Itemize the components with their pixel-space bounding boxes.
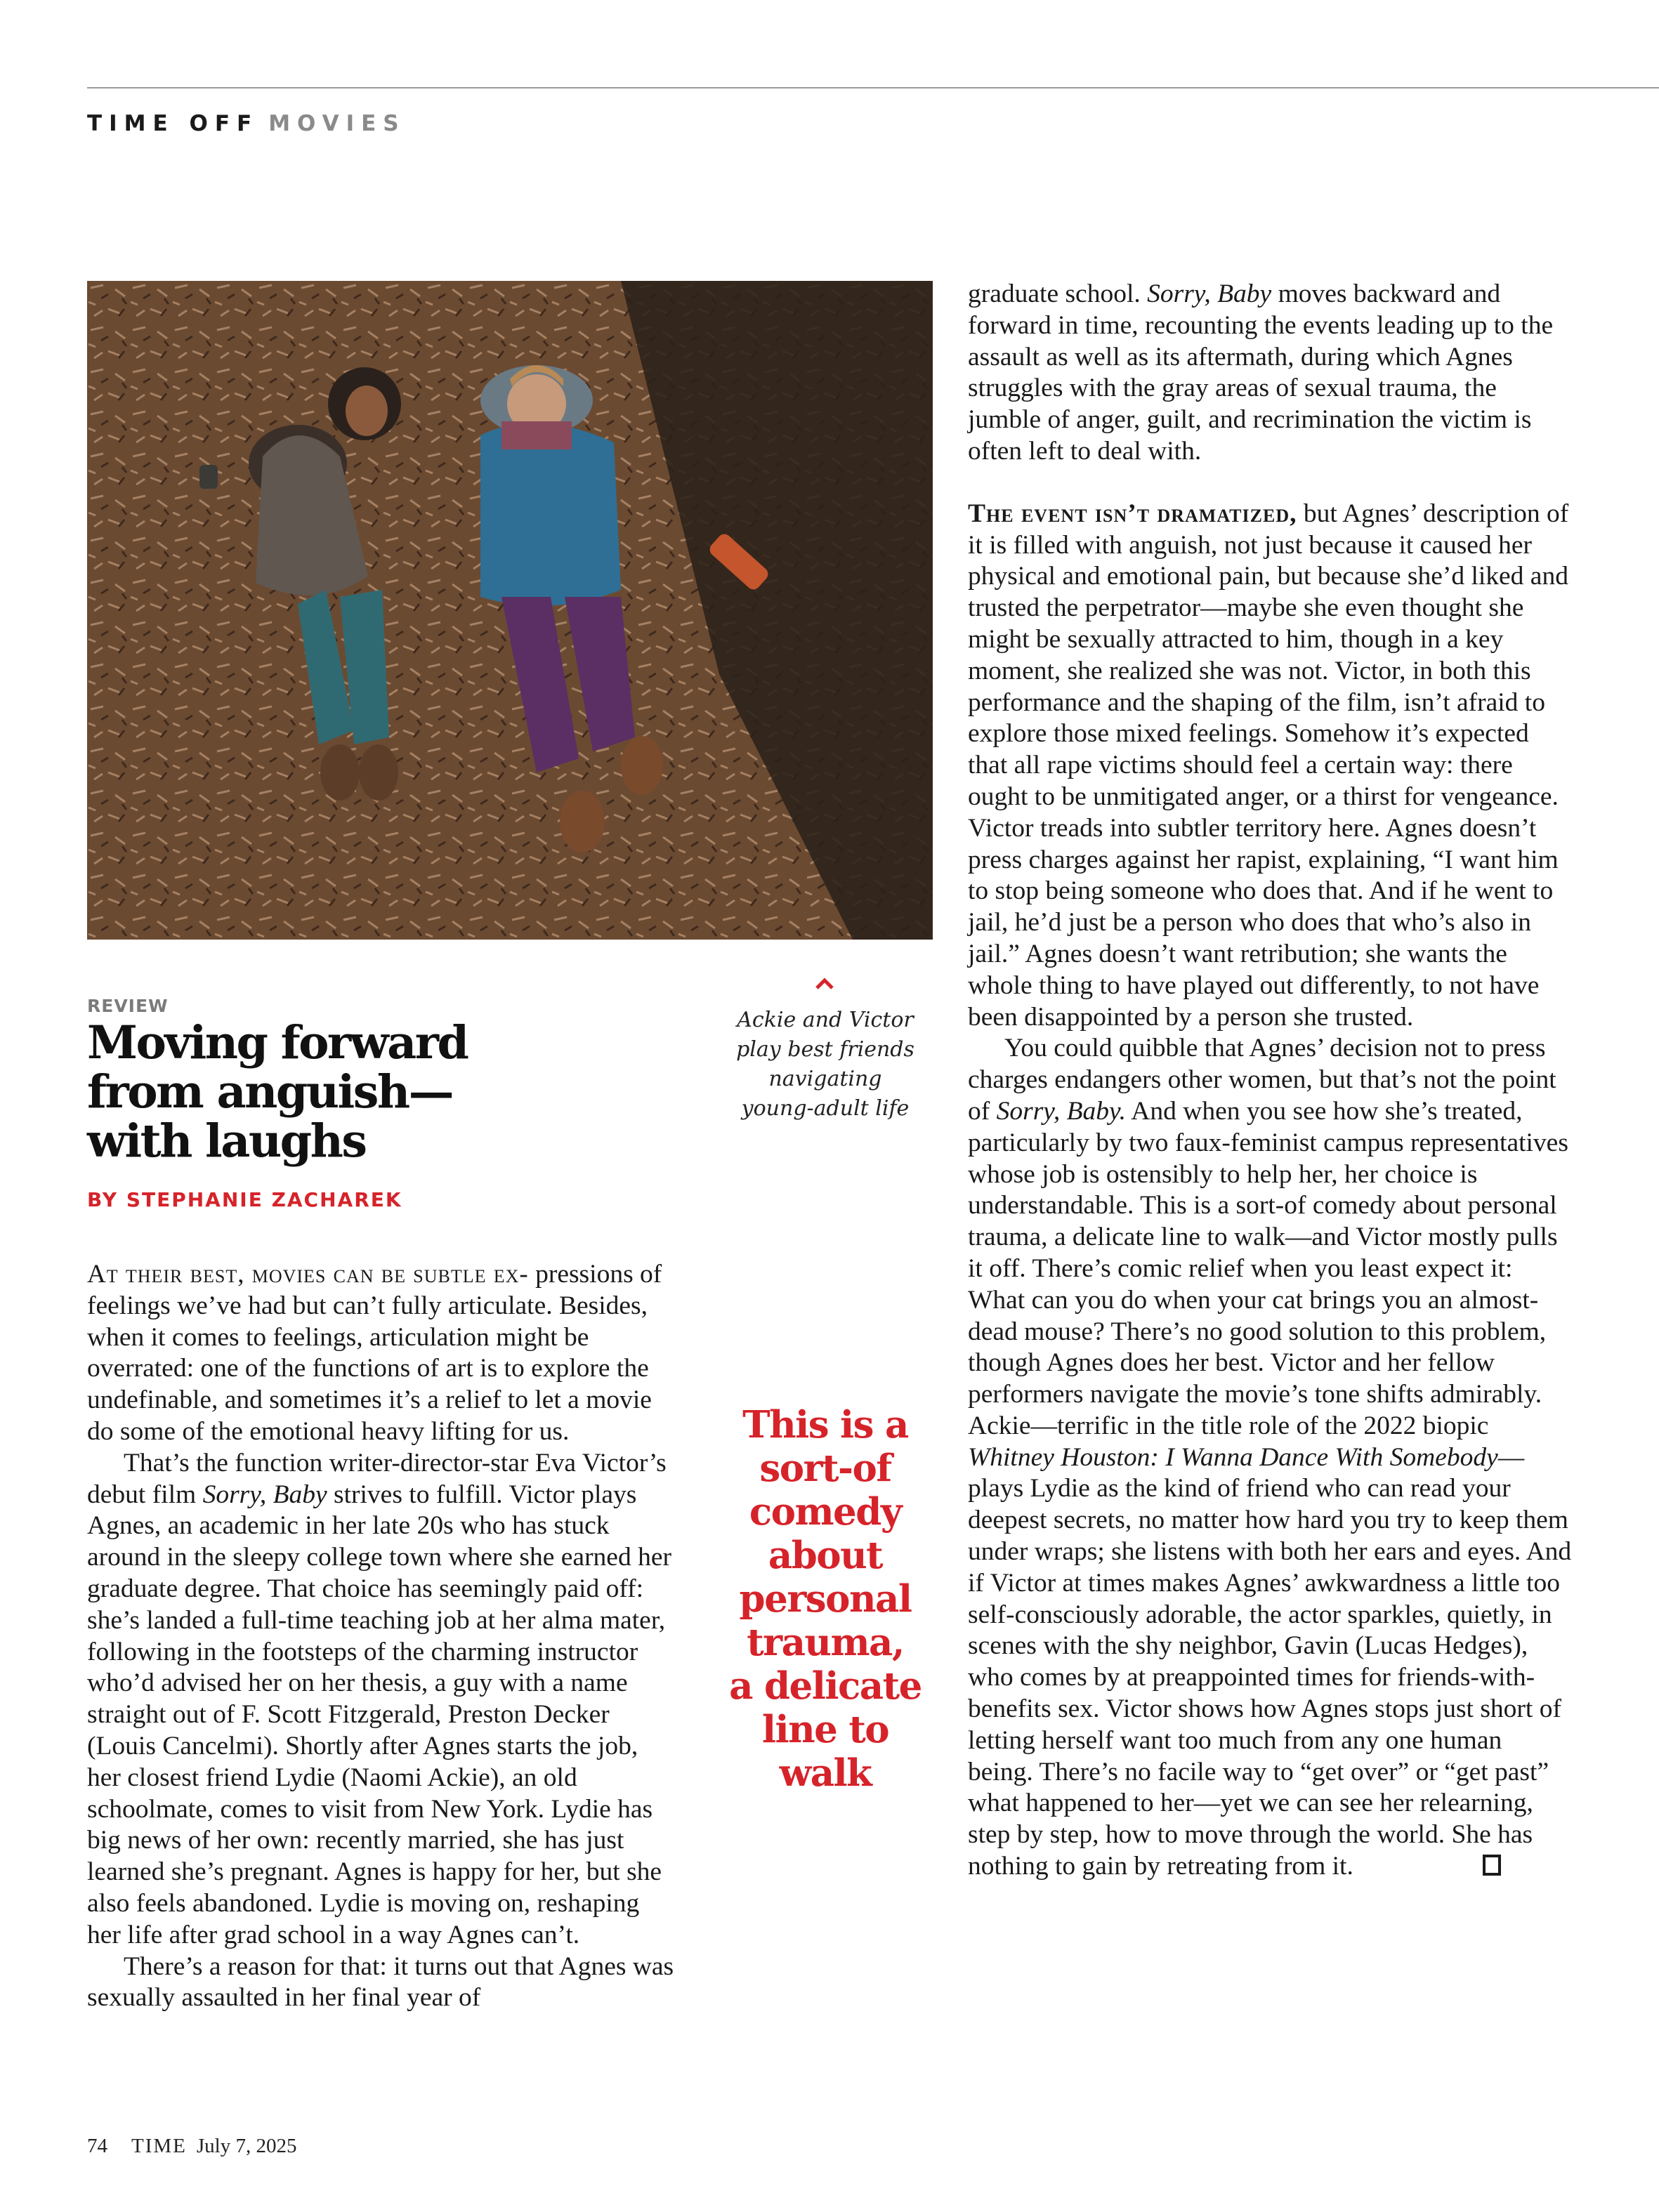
body-paragraph [87,1259,677,1448]
body-paragraph [968,499,1572,1034]
body-paragraph [968,1033,1572,1883]
headline-line: Moving forward [87,1016,468,1069]
body-paragraph: There’s a reason for that: it turns out that Agnes was sexually assaulted in her final year of [87,1951,674,2013]
body-paragraph [87,1448,677,1951]
page-footer [87,2135,296,2158]
pull-quote-line: comedy [749,1490,902,1534]
section-label [87,111,406,136]
paragraph-text: And when you see how she’s treated, particularly by two faux-feminist campus representatives whose job is ostensibly to help her, her choice is understandable. This is a sort-of comedy about personal trauma, a delicate line to walk—and Victor mostly pulls it off. There’s comic relief when you least expect it: What can you do when your cat brings you an almost-dead mouse? There’s no good solution to this problem, though Agnes does her best. Victor and her fellow performers navigate the movie’s tone shifts admirably. Ackie—terrific in the title role of the 2022 biopic [968,1096,1568,1440]
film-title: Sorry, Baby [1147,279,1272,308]
caption-line: play best friends [736,1037,914,1062]
paragraph-text: but Agnes’ description of it is filled with anguish, not just because it caused her physical and emotional pain, but because she’d liked and trusted the perpetrator—maybe she even thought she might be sexually attracted to him, though in a key moment, she realized she was not. Victor, in both this performance and the shaping of the film, isn’t afraid to explore those mixed feelings. Somehow it’s expected that all rape victims should feel a certain way: there ought to be unmitigated anger, or a thirst for vengeance. Victor treads into subtler territory here. Agnes doesn’t press charges against her rapist, explaining, “I want him to stop being someone who does that. And if he went to jail, he’d just be a person who does that who’s also in jail.” Agnes doesn’t want retribution; she wants the whole thing to have played out differently, to not have been disappointed by a person she trusted. [968,499,1569,1032]
paragraph-text: —plays Lydie as the kind of friend who can read your deepest secrets, no matter how hard you try to keep them under wraps; she listens with both her ears and eyes. And if Victor at times makes Agnes’ awkwardness a little too self-consciously adorable, the actor sparkles, quietly, in scenes with the shy neighbor, Gavin (Lucas Hedges), who comes by at preappointed times for friends-with-benefits sex. Victor shows how Agnes stops just short of letting herself want too much from any one human being. There’s no facile way to “get over” or “get past” what happened to her—yet we can see her relearning, step by step, how to move through the world. She has nothing to gain by retreating from it. [968,1442,1572,1881]
caret-up-icon [815,977,834,990]
body-paragraph [968,279,1572,468]
magazine-name: TIME [131,2135,187,2157]
caption-line: Ackie and Victor [737,1008,914,1032]
lead-in: At their best, movies can be subtle ex- [87,1260,529,1289]
headline-line: with laughs [87,1114,366,1168]
caption-line: young-adult life [741,1096,910,1121]
paragraph-text: moves backward and forward in time, recounting the events leading up to the assault as well as its aftermath, during which Agnes struggles with the gray areas of sexual trauma, the jumble of anger, guilt, and recrimination the victim is often left to deal with. [968,279,1554,466]
pull-quote-line: sort-of [759,1447,891,1490]
header-rule [87,87,1659,88]
article-headline [87,1018,593,1166]
pull-quote-line: trauma, [747,1621,904,1664]
pull-quote [709,1403,941,1795]
pull-quote-line: about [768,1534,883,1577]
film-title: Sorry, Baby [202,1480,327,1509]
pull-quote-line: line to [761,1708,889,1751]
paragraph-text: strives to fulfill. Victor plays Agnes, an academic in her late 20s who has stuck around in the sleepy college town where she earned her graduate degree. That choice has seemingly paid off: she’s landed a full-time teaching job at her alma mater, following in the footsteps of the charming instructor who’d advised her on her thesis, a guy with a name straight out of F. Scott Fitzgerald, Preston Decker (Louis Cancelmi). Shortly after Agnes starts the job, her closest friend Lydie (Naomi Ackie), an old schoolmate, comes to visit from New York. Lydie has big news of her own: recently married, she has just learned she’s pregnant. Agnes is happy for her, but she also feels abandoned. Lydie is moving on, reshaping her life after grad school in a way Agnes can’t. [87,1480,671,1949]
body-column-right [968,279,1572,1883]
section-name: TIME OFF [87,111,259,136]
page-number: 74 [87,2135,107,2157]
caption-line: navigating [768,1067,882,1091]
article-photo [87,281,933,940]
film-title: Whitney Houston: I Wanna Dance With Somebody [968,1442,1498,1472]
headline-line: from anguish— [87,1065,453,1119]
photo-caption [709,1006,941,1124]
film-title: Sorry, Baby. [996,1096,1126,1126]
article-byline: BY STEPHANIE ZACHAREK [87,1188,402,1211]
end-mark-icon [1483,1855,1501,1876]
pull-quote-line: a delicate [729,1664,922,1708]
article-kicker: REVIEW [87,996,169,1016]
paragraph-text: graduate school. [968,279,1148,308]
pull-quote-line: This is a [742,1403,908,1447]
paragraph-text: pressions of feelings we’ve had but can’t fully articulate. Besides, when it comes to feelings, articulation might be overrated: one of the functions of art is to explore the undefinable, and sometimes it’s a relief to let a movie do some of the emotional heavy lifting for us. [87,1260,662,1446]
pull-quote-line: personal [739,1577,912,1621]
photo-two-women-lying-on-grass-icon [87,281,933,940]
pull-quote-line: walk [779,1751,872,1795]
issue-date: July 7, 2025 [196,2135,297,2157]
body-column-left [87,1259,677,2014]
paragraph-text: You could quibble that Agnes’ decision not to press charges endangers other women, but that’s not the point of [968,1034,1556,1126]
lead-in: The event isn’t dramatized, [968,499,1297,528]
subsection-name: MOVIES [268,111,406,136]
paragraph-text: That’s the function writer-director-star Eva Victor’s debut film [87,1448,667,1509]
